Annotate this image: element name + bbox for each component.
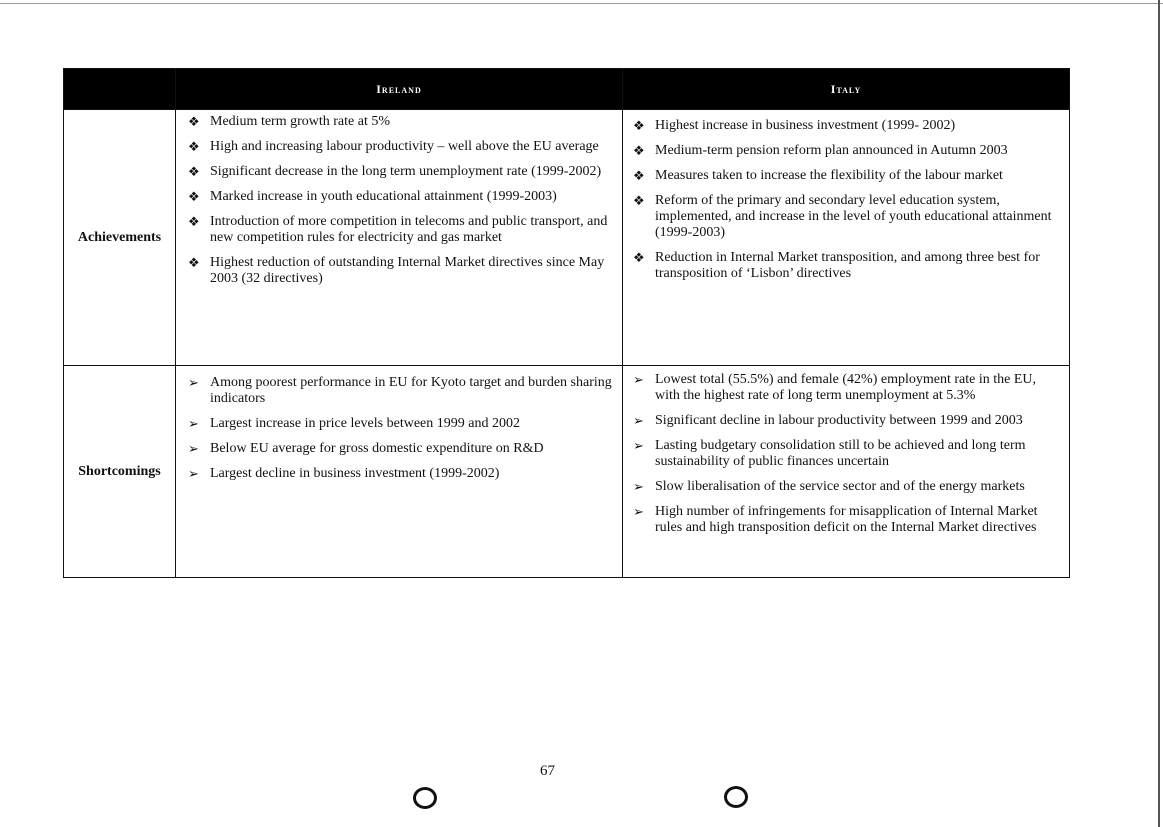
list-item-text: High number of infringements for misapplication of Internal Market rules and high transposition deficit on the Internal Market directives (655, 504, 1038, 535)
ireland-achievements-list (186, 114, 616, 287)
diamond-bullet-icon: ❖ (633, 168, 645, 183)
list-item (631, 193, 1059, 241)
comparison-table (63, 68, 1070, 578)
list-item (186, 416, 616, 432)
list-item-text: Significant decline in labour productivity between 1999 and 2003 (655, 413, 1023, 428)
arrow-bullet-icon: ➢ (188, 441, 199, 456)
list-item (631, 250, 1059, 282)
list-item (631, 118, 1059, 134)
list-item (186, 214, 616, 246)
diamond-bullet-icon: ❖ (188, 139, 200, 154)
list-item-text: Lasting budgetary consolidation still to be achieved and long term sustainability of public finances uncertain (655, 438, 1026, 469)
arrow-bullet-icon: ➢ (633, 504, 644, 519)
list-item-text: Medium-term pension reform plan announced in Autumn 2003 (655, 143, 1008, 158)
row-label-achievements: Achievements (64, 110, 176, 366)
list-item-text: Marked increase in youth educational attainment (1999-2003) (210, 189, 557, 204)
header-ireland: Ireland (176, 69, 623, 110)
list-item (631, 479, 1059, 495)
list-item-text: Largest decline in business investment (1999-2002) (210, 466, 500, 481)
list-item-text: Lowest total (55.5%) and female (42%) employment rate in the EU, with the highest rate of long term unemployment at 5.3% (655, 372, 1036, 403)
italy-shortcomings-list (631, 372, 1059, 536)
arrow-bullet-icon: ➢ (188, 466, 199, 481)
top-rule (0, 3, 1163, 4)
ireland-shortcomings-list (186, 375, 616, 482)
diamond-bullet-icon: ❖ (633, 118, 645, 133)
italy-achievements-list (631, 118, 1059, 282)
ireland-achievements-cell (176, 110, 623, 366)
diamond-bullet-icon: ❖ (633, 143, 645, 158)
list-item (186, 441, 616, 457)
list-item (631, 372, 1059, 404)
list-item (631, 413, 1059, 429)
list-item-text: Significant decrease in the long term unemployment rate (1999-2002) (210, 164, 602, 179)
ireland-shortcomings-cell (176, 366, 623, 578)
page-edge (1158, 0, 1160, 827)
list-item (186, 375, 616, 407)
arrow-bullet-icon: ➢ (188, 375, 199, 390)
list-item-text: Reduction in Internal Market transposition, and among three best for transposition of ‘Lisbon’ directives (655, 250, 1040, 281)
shortcomings-row (64, 366, 1070, 578)
arrow-bullet-icon: ➢ (633, 479, 644, 494)
list-item (631, 143, 1059, 159)
diamond-bullet-icon: ❖ (633, 193, 645, 208)
arrow-bullet-icon: ➢ (633, 372, 644, 387)
punch-hole-left (413, 787, 437, 809)
diamond-bullet-icon: ❖ (188, 189, 200, 204)
list-item (631, 438, 1059, 470)
header-row (64, 69, 1070, 110)
page-number: 67 (540, 763, 555, 779)
diamond-bullet-icon: ❖ (188, 214, 200, 229)
punch-hole-right (724, 786, 748, 808)
list-item (631, 504, 1059, 536)
list-item-text: Highest reduction of outstanding Internal Market directives since May 2003 (32 directives) (210, 255, 605, 286)
diamond-bullet-icon: ❖ (188, 255, 200, 270)
arrow-bullet-icon: ➢ (633, 438, 644, 453)
header-empty (64, 69, 176, 110)
list-item-text: Below EU average for gross domestic expenditure on R&D (210, 441, 544, 456)
list-item (186, 114, 616, 130)
header-italy: Italy (623, 69, 1070, 110)
arrow-bullet-icon: ➢ (633, 413, 644, 428)
list-item-text: Largest increase in price levels between 1999 and 2002 (210, 416, 520, 431)
italy-achievements-cell (623, 110, 1070, 366)
list-item-text: Highest increase in business investment (1999- 2002) (655, 118, 956, 133)
list-item-text: Among poorest performance in EU for Kyoto target and burden sharing indicators (210, 375, 612, 406)
list-item-text: Introduction of more competition in telecoms and public transport, and new competition rules for electricity and gas market (210, 214, 608, 245)
achievements-row (64, 110, 1070, 366)
list-item (186, 255, 616, 287)
arrow-bullet-icon: ➢ (188, 416, 199, 431)
list-item-text: Slow liberalisation of the service sector and of the energy markets (655, 479, 1025, 494)
italy-shortcomings-cell (623, 366, 1070, 578)
list-item-text: Reform of the primary and secondary level education system, implemented, and increase in the level of youth educational attainment (1999-2003) (655, 193, 1052, 240)
list-item (186, 466, 616, 482)
diamond-bullet-icon: ❖ (633, 250, 645, 265)
list-item (186, 189, 616, 205)
list-item (186, 164, 616, 180)
row-label-shortcomings: Shortcomings (64, 366, 176, 578)
list-item (631, 168, 1059, 184)
list-item-text: Measures taken to increase the flexibility of the labour market (655, 168, 1003, 183)
diamond-bullet-icon: ❖ (188, 164, 200, 179)
list-item (186, 139, 616, 155)
list-item-text: High and increasing labour productivity – well above the EU average (210, 139, 599, 154)
diamond-bullet-icon: ❖ (188, 114, 200, 129)
list-item-text: Medium term growth rate at 5% (210, 114, 391, 129)
